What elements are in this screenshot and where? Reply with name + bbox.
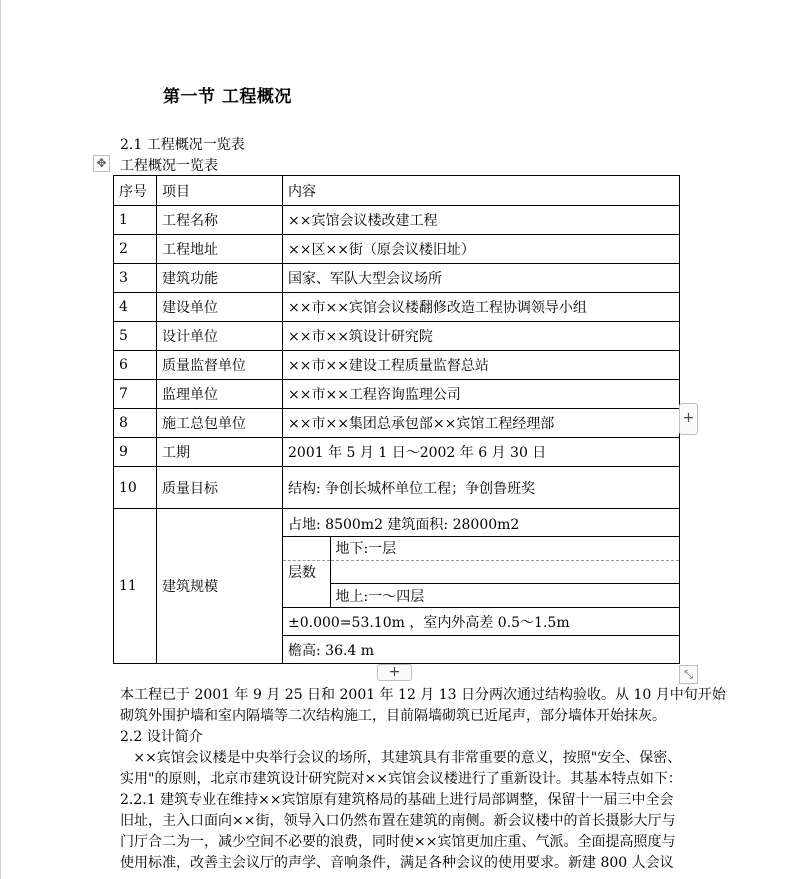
row-content: ××市××宾馆会议楼翻修改造工程协调领导小组	[283, 293, 680, 322]
table-row	[114, 235, 680, 264]
table-caption: 工程概况一览表	[120, 158, 218, 174]
row-item: 建筑功能	[157, 264, 283, 293]
row-no: 7	[114, 380, 157, 409]
floors-spacer	[330, 560, 679, 583]
project-overview-table	[113, 175, 680, 664]
add-column-plus-icon[interactable]: +	[679, 403, 698, 435]
row-content: ××宾馆会议楼改建工程	[283, 206, 680, 235]
row-item: 建设单位	[157, 293, 283, 322]
row-no: 5	[114, 322, 157, 351]
header-no: 序号	[114, 176, 157, 206]
subsection-heading: 2.1 工程概况一览表	[120, 137, 245, 153]
floors-subrow	[283, 537, 679, 560]
row-item: 工程名称	[157, 206, 283, 235]
row-content: 2001 年 5 月 1 日～2002 年 6 月 30 日	[283, 438, 680, 467]
table-row	[114, 293, 680, 322]
row-no: 10	[114, 467, 157, 509]
row-content: 结构: 争创长城杯单位工程；争创鲁班奖	[283, 467, 680, 509]
row-no: 8	[114, 409, 157, 438]
scale-area-row	[114, 509, 680, 537]
floors-subrow	[283, 560, 679, 583]
row-content: ××市××集团总承包部××宾馆工程经理部	[283, 409, 680, 438]
row-item: 监理单位	[157, 380, 283, 409]
scale-no: 11	[114, 509, 157, 664]
row-content: ××市××筑设计研究院	[283, 322, 680, 351]
table-row	[114, 264, 680, 293]
table-row	[114, 438, 680, 467]
scale-eave-height: 檐高: 36.4 m	[283, 636, 680, 664]
header-content: 内容	[283, 176, 680, 206]
header-item: 项目	[157, 176, 283, 206]
paragraph-line: 旧址，主入口面向××街，领导入口仍然布置在建筑的南侧。新会议楼中的首长摄影大厅与	[120, 813, 676, 829]
table-row	[114, 322, 680, 351]
add-row-plus-icon[interactable]: +	[377, 664, 412, 681]
table-resize-handle-icon[interactable]: ⤡	[679, 665, 698, 684]
paragraph-line: 2.2.1 建筑专业在维持××宾馆原有建筑格局的基础上进行局部调整，保留十一届三中全会	[120, 792, 674, 808]
table-row	[114, 206, 680, 235]
table-header-row	[114, 176, 680, 206]
floors-spacer	[283, 537, 330, 560]
scale-area: 占地: 8500m2 建筑面积: 28000m2	[283, 509, 680, 537]
row-item: 工程地址	[157, 235, 283, 264]
floors-subrow	[283, 584, 679, 607]
floors-label: 层数	[283, 560, 330, 583]
row-no: 6	[114, 351, 157, 380]
row-no: 2	[114, 235, 157, 264]
row-no: 4	[114, 293, 157, 322]
table-row	[114, 409, 680, 438]
table-row	[114, 380, 680, 409]
scale-elevation: ±0.000=53.10m ，室内外高差 0.5～1.5m	[283, 608, 680, 636]
table-move-handle-icon[interactable]: ✥	[93, 155, 110, 172]
paragraph-line: ××宾馆会议楼是中央举行会议的场所，其建筑具有非常重要的意义，按照"安全、保密、	[120, 750, 682, 766]
below-ground: 地下:一层	[330, 537, 679, 560]
table-row	[114, 351, 680, 380]
subsection-heading: 2.2 设计简介	[120, 729, 203, 745]
row-content: ××市××工程咨询监理公司	[283, 380, 680, 409]
row-item: 设计单位	[157, 322, 283, 351]
floors-subtable	[283, 537, 679, 607]
paragraph-line: 本工程已于 2001 年 9 月 25 日和 2001 年 12 月 13 日分两次通过结构验收。从 10 月中旬开始	[120, 687, 726, 703]
row-no: 9	[114, 438, 157, 467]
section-heading: 第一节 工程概况	[163, 87, 292, 107]
paragraph-line: 门厅合二为一，减少空间不必要的浪费，同时使××宾馆更加庄重、气派。全面提高照度与	[120, 834, 676, 850]
floors-spacer	[283, 584, 330, 607]
row-item: 工期	[157, 438, 283, 467]
paragraph-line: 砌筑外围护墙和室内隔墙等二次结构施工，目前隔墙砌筑已近尾声，部分墙体开始抹灰。	[120, 708, 666, 724]
row-item: 质量目标	[157, 467, 283, 509]
paragraph-line: 实用"的原则，北京市建筑设计研究院对××宾馆会议楼进行了重新设计。其基本特点如下：	[120, 771, 682, 787]
row-item: 质量监督单位	[157, 351, 283, 380]
row-content: ××市××建设工程质量监督总站	[283, 351, 680, 380]
row-item: 施工总包单位	[157, 409, 283, 438]
row-content: 国家、军队大型会议场所	[283, 264, 680, 293]
table-row	[114, 467, 680, 509]
scale-item: 建筑规模	[157, 509, 283, 664]
row-content: ××区××街（原会议楼旧址）	[283, 235, 680, 264]
above-ground: 地上:一～四层	[330, 584, 679, 607]
row-no: 3	[114, 264, 157, 293]
page-edge	[0, 0, 1, 879]
floors-cell	[283, 537, 680, 608]
paragraph-line: 使用标准，改善主会议厅的声学、音响条件，满足各种会议的使用要求。新建 800 人会议	[120, 855, 674, 871]
row-no: 1	[114, 206, 157, 235]
